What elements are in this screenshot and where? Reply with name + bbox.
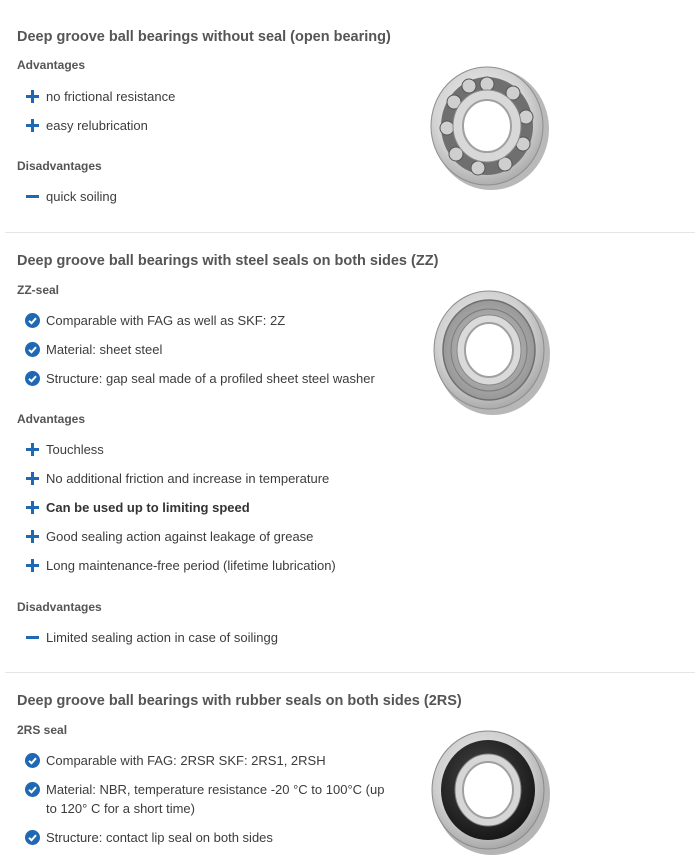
seal-feature-text: Material: sheet steel [46, 342, 163, 357]
advantage-text: No additional friction and increase in temperature [46, 471, 330, 486]
section-title-zz-bearing: Deep groove ball bearings with steel seals on both sides (ZZ) [17, 253, 439, 269]
section-divider [5, 232, 695, 233]
check-circle-icon [25, 753, 40, 768]
seal-feature-text: Structure: contact lip seal on both sides [46, 830, 273, 845]
plus-icon [25, 500, 40, 515]
seal-heading: 2RS seal [17, 723, 68, 737]
advantage-text: Can be used up to limiting speed [46, 500, 250, 515]
section-title-open-bearing: Deep groove ball bearings without seal (open bearing) [17, 29, 391, 45]
advantage-text: Long maintenance-free period (lifetime lubrication) [46, 558, 336, 573]
advantage-text: easy relubrication [46, 118, 148, 133]
plus-icon [25, 89, 40, 104]
minus-icon [25, 189, 40, 204]
disadvantages-heading: Disadvantages [17, 159, 102, 173]
minus-icon [25, 630, 40, 645]
advantage-text: no frictional resistance [46, 89, 176, 104]
seal-heading: ZZ-seal [17, 283, 60, 297]
disadvantage-text: quick soiling [46, 189, 117, 204]
plus-icon [25, 558, 40, 573]
disadvantage-text: Limited sealing action in case of soilingg [46, 630, 278, 645]
advantages-heading: Advantages [17, 412, 86, 426]
section-title-2rs-bearing: Deep groove ball bearings with rubber seals on both sides (2RS) [17, 693, 462, 709]
check-circle-icon [25, 782, 40, 797]
disadvantages-heading: Disadvantages [17, 600, 102, 614]
advantage-text: Touchless [46, 442, 104, 457]
plus-icon [25, 118, 40, 133]
seal-feature-text: Comparable with FAG: 2RSR SKF: 2RS1, 2RSH [46, 753, 326, 768]
advantage-text: Good sealing action against leakage of grease [46, 529, 314, 544]
plus-icon [25, 442, 40, 457]
check-circle-icon [25, 371, 40, 386]
plus-icon [25, 471, 40, 486]
zz-bearing-image [428, 286, 554, 418]
advantages-heading: Advantages [17, 58, 86, 72]
seal-feature-text: Material: NBR, temperature resistance -20 °C to 100°C (up to 120° C for a short time) [46, 782, 385, 816]
check-circle-icon [25, 830, 40, 845]
check-circle-icon [25, 313, 40, 328]
seal-feature-text: Structure: gap seal made of a profiled sheet steel washer [46, 371, 375, 386]
check-circle-icon [25, 342, 40, 357]
seal-feature-text: Comparable with FAG as well as SKF: 2Z [46, 313, 286, 328]
open-bearing-image [425, 62, 555, 192]
plus-icon [25, 529, 40, 544]
2rs-bearing-image [426, 726, 554, 858]
section-divider [5, 672, 695, 673]
